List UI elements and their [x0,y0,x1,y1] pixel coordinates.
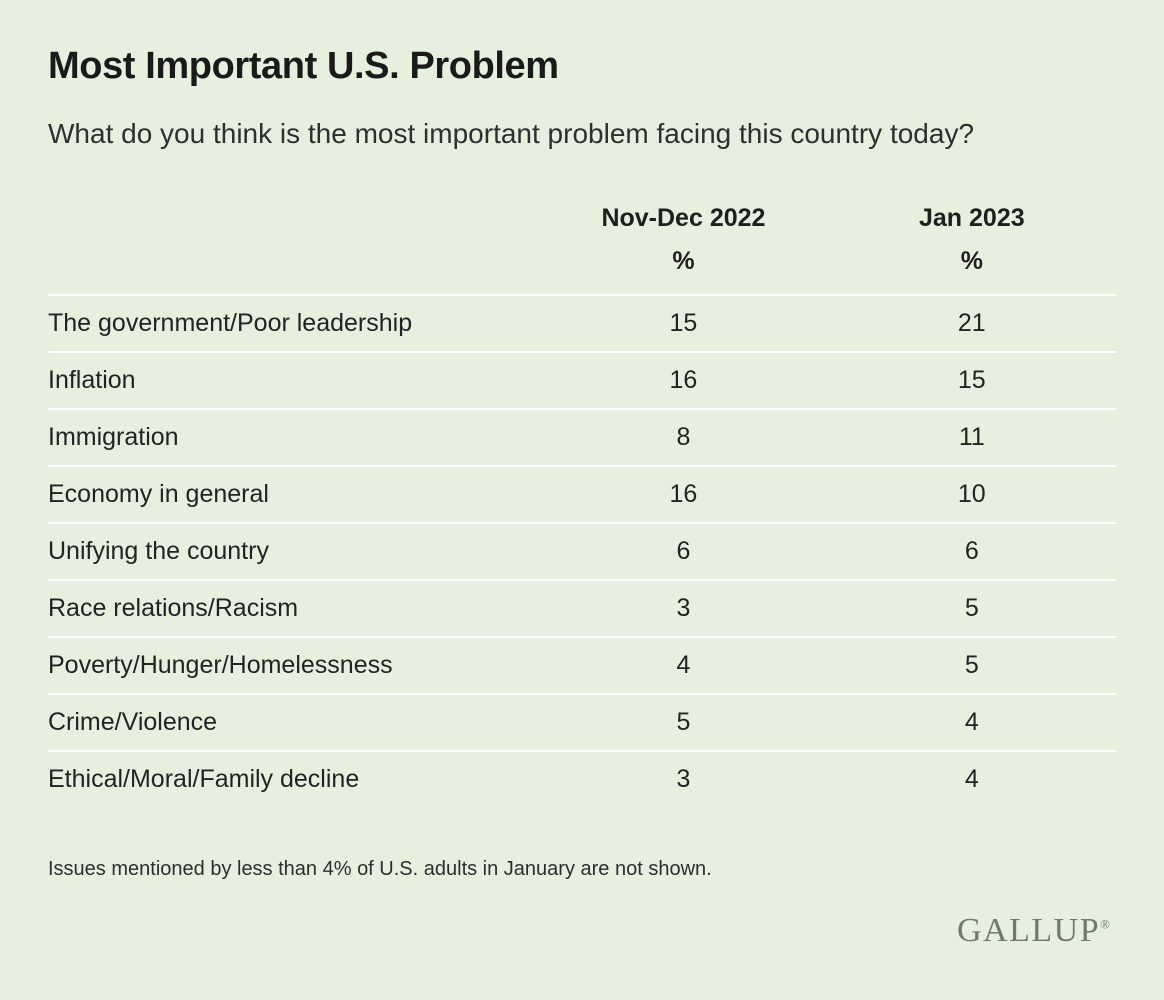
row-value-nov-dec-2022: 3 [539,751,827,807]
table-row [48,751,1116,807]
row-value-jan-2023: 4 [828,751,1116,807]
most-important-problem-table [48,204,1116,807]
row-label: The government/Poor leadership [48,295,539,352]
row-value-nov-dec-2022: 6 [539,523,827,580]
column-header-jan-2023: Jan 2023 [918,203,1025,232]
table-body [48,295,1116,807]
row-value-nov-dec-2022: 16 [539,352,827,409]
table-unit-row [48,247,1116,295]
page-title: Most Important U.S. Problem [48,45,559,87]
row-value-jan-2023: 11 [828,409,1116,466]
row-value-nov-dec-2022: 16 [539,466,827,523]
row-value-jan-2023: 6 [828,523,1116,580]
table-row [48,409,1116,466]
chart-subtitle: What do you think is the most important problem facing this country today? [48,117,975,149]
row-value-nov-dec-2022: 4 [539,637,827,694]
row-label: Inflation [48,352,539,409]
table-row [48,694,1116,751]
registered-mark: ® [1100,916,1110,932]
unit-blank [48,247,539,295]
unit-percent-jan-2023: % [960,246,983,275]
row-value-jan-2023: 4 [828,694,1116,751]
table-row [48,352,1116,409]
row-value-nov-dec-2022: 5 [539,694,827,751]
row-value-nov-dec-2022: 8 [539,409,827,466]
table-row [48,637,1116,694]
row-value-nov-dec-2022: 15 [539,295,827,352]
gallup-logo [957,912,1110,950]
table-row [48,580,1116,637]
row-value-jan-2023: 21 [828,295,1116,352]
column-header-nov-dec-2022: Nov-Dec 2022 [601,203,766,232]
row-label: Immigration [48,409,539,466]
row-value-jan-2023: 5 [828,580,1116,637]
table-row [48,466,1116,523]
row-label: Race relations/Racism [48,580,539,637]
row-value-jan-2023: 15 [828,352,1116,409]
row-label: Economy in general [48,466,539,523]
row-value-jan-2023: 10 [828,466,1116,523]
row-label: Unifying the country [48,523,539,580]
table-row [48,523,1116,580]
row-value-jan-2023: 5 [828,637,1116,694]
table-header-row [48,204,1116,247]
row-label: Poverty/Hunger/Homelessness [48,637,539,694]
row-value-nov-dec-2022: 3 [539,580,827,637]
unit-percent-nov-dec-2022: % [672,246,695,275]
row-label: Ethical/Moral/Family decline [48,751,539,807]
gallup-logo-text: GALLUP [957,912,1101,949]
table-header [48,204,1116,295]
table-row [48,295,1116,352]
column-header-issue [48,204,539,247]
chart-footnote: Issues mentioned by less than 4% of U.S. adults in January are not shown. [48,858,712,880]
row-label: Crime/Violence [48,694,539,751]
